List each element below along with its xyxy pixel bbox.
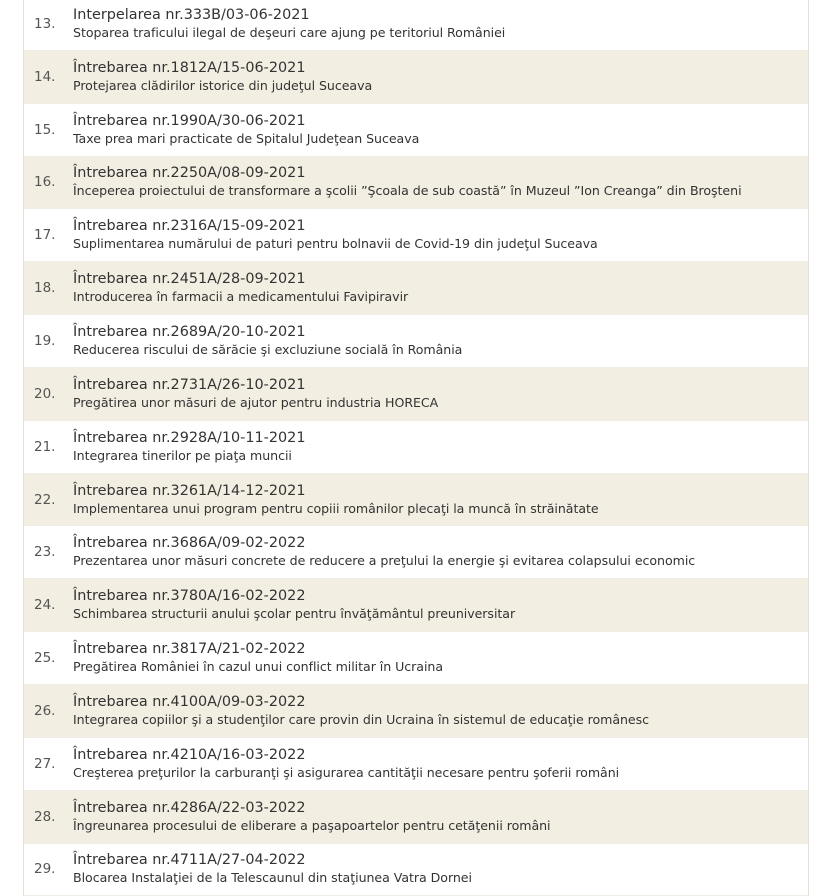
item-title-link[interactable]: Întrebarea nr.3817A/21-02-2022 [73, 641, 443, 658]
list-item[interactable] [24, 844, 808, 896]
item-number: 21. [24, 439, 73, 455]
item-text [73, 324, 462, 358]
item-text [73, 430, 306, 464]
item-text [73, 271, 408, 305]
item-title-link[interactable]: Întrebarea nr.4210A/16-03-2022 [73, 747, 619, 764]
item-subtitle: Creşterea preţurilor la carburanţi şi asigurarea cantităţii necesare pentru şoferii români [73, 764, 619, 781]
list-item[interactable] [24, 421, 808, 474]
item-title-link[interactable]: Întrebarea nr.3780A/16-02-2022 [73, 588, 515, 605]
item-number: 20. [24, 386, 73, 402]
item-number: 29. [24, 861, 73, 877]
item-number: 15. [24, 122, 73, 138]
questions-list [23, 0, 809, 896]
item-subtitle: Protejarea clădirilor istorice din judeţul Suceava [73, 77, 372, 94]
item-number: 25. [24, 650, 73, 666]
item-text [73, 377, 438, 411]
item-number: 18. [24, 280, 73, 296]
list-item[interactable] [24, 0, 808, 51]
item-subtitle: Taxe prea mari practicate de Spitalul Judeţean Suceava [73, 130, 419, 147]
item-subtitle: Îngreunarea procesului de eliberare a paşapoartelor pentru cetăţenii români [73, 817, 551, 834]
list-item[interactable] [24, 474, 808, 527]
item-text [73, 483, 599, 517]
item-number: 13. [24, 16, 73, 32]
item-text [73, 694, 649, 728]
item-number: 27. [24, 756, 73, 772]
list-item[interactable] [24, 157, 808, 210]
item-title-link[interactable]: Întrebarea nr.4711A/27-04-2022 [73, 852, 472, 869]
item-number: 19. [24, 333, 73, 349]
item-text [73, 800, 551, 834]
list-item[interactable] [24, 738, 808, 791]
item-subtitle: Schimbarea structurii anului şcolar pentru învăţământul preuniversitar [73, 605, 515, 622]
item-subtitle: Implementarea unui program pentru copiii românilor plecaţi la muncă în străinătate [73, 500, 599, 517]
item-title-link[interactable]: Întrebarea nr.3686A/09-02-2022 [73, 535, 695, 552]
item-subtitle: Integrarea copiilor şi a studenţilor care provin din Ucraina în sistemul de educaţie românesc [73, 711, 649, 728]
item-title-link[interactable]: Întrebarea nr.3261A/14-12-2021 [73, 483, 599, 500]
list-item[interactable] [24, 685, 808, 738]
list-item[interactable] [24, 579, 808, 632]
item-text [73, 641, 443, 675]
item-number: 26. [24, 703, 73, 719]
list-item[interactable] [24, 262, 808, 315]
item-subtitle: Prezentarea unor măsuri concrete de reducere a preţului la energie şi evitarea colapsului economic [73, 552, 695, 569]
item-subtitle: Reducerea riscului de sărăcie şi excluziune socială în România [73, 341, 462, 358]
item-number: 23. [24, 544, 73, 560]
item-number: 24. [24, 597, 73, 613]
item-subtitle: Introducerea în farmacii a medicamentului Favipiravir [73, 288, 408, 305]
item-title-link[interactable]: Întrebarea nr.4100A/09-03-2022 [73, 694, 649, 711]
item-subtitle: Începerea proiectului de transformare a şcolii ”Şcoala de sub coastă” în Muzeul ”Ion Creanga” din Broşteni [73, 182, 742, 199]
item-text [73, 852, 472, 886]
item-number: 16. [24, 174, 73, 190]
list-item[interactable] [24, 104, 808, 157]
list-item[interactable] [24, 368, 808, 421]
item-subtitle: Stoparea traficului ilegal de deşeuri care ajung pe teritoriul României [73, 24, 505, 41]
item-number: 17. [24, 227, 73, 243]
item-subtitle: Suplimentarea numărului de paturi pentru bolnavii de Covid-19 din judeţul Suceava [73, 235, 598, 252]
item-number: 28. [24, 809, 73, 825]
list-item[interactable] [24, 51, 808, 104]
item-title-link[interactable]: Întrebarea nr.2250A/08-09-2021 [73, 165, 742, 182]
list-item[interactable] [24, 209, 808, 262]
item-text [73, 747, 619, 781]
item-text [73, 113, 419, 147]
list-item[interactable] [24, 315, 808, 368]
item-title-link[interactable]: Interpelarea nr.333B/03-06-2021 [73, 7, 505, 24]
item-title-link[interactable]: Întrebarea nr.2451A/28-09-2021 [73, 271, 408, 288]
item-text [73, 218, 598, 252]
item-title-link[interactable]: Întrebarea nr.2316A/15-09-2021 [73, 218, 598, 235]
item-title-link[interactable]: Întrebarea nr.2731A/26-10-2021 [73, 377, 438, 394]
item-subtitle: Pregătirea României în cazul unui conflict militar în Ucraina [73, 658, 443, 675]
item-text [73, 165, 742, 199]
list-item[interactable] [24, 632, 808, 685]
list-item[interactable] [24, 526, 808, 579]
item-title-link[interactable]: Întrebarea nr.2689A/20-10-2021 [73, 324, 462, 341]
item-title-link[interactable]: Întrebarea nr.1812A/15-06-2021 [73, 60, 372, 77]
item-subtitle: Integrarea tinerilor pe piaţa muncii [73, 447, 306, 464]
item-title-link[interactable]: Întrebarea nr.4286A/22-03-2022 [73, 800, 551, 817]
item-text [73, 7, 505, 41]
item-subtitle: Blocarea Instalaţiei de la Telescaunul din staţiunea Vatra Dornei [73, 869, 472, 886]
item-subtitle: Pregătirea unor măsuri de ajutor pentru industria HORECA [73, 394, 438, 411]
item-title-link[interactable]: Întrebarea nr.2928A/10-11-2021 [73, 430, 306, 447]
item-text [73, 588, 515, 622]
list-item[interactable] [24, 791, 808, 844]
item-text [73, 60, 372, 94]
item-number: 22. [24, 492, 73, 508]
item-number: 14. [24, 69, 73, 85]
item-text [73, 535, 695, 569]
item-title-link[interactable]: Întrebarea nr.1990A/30-06-2021 [73, 113, 419, 130]
